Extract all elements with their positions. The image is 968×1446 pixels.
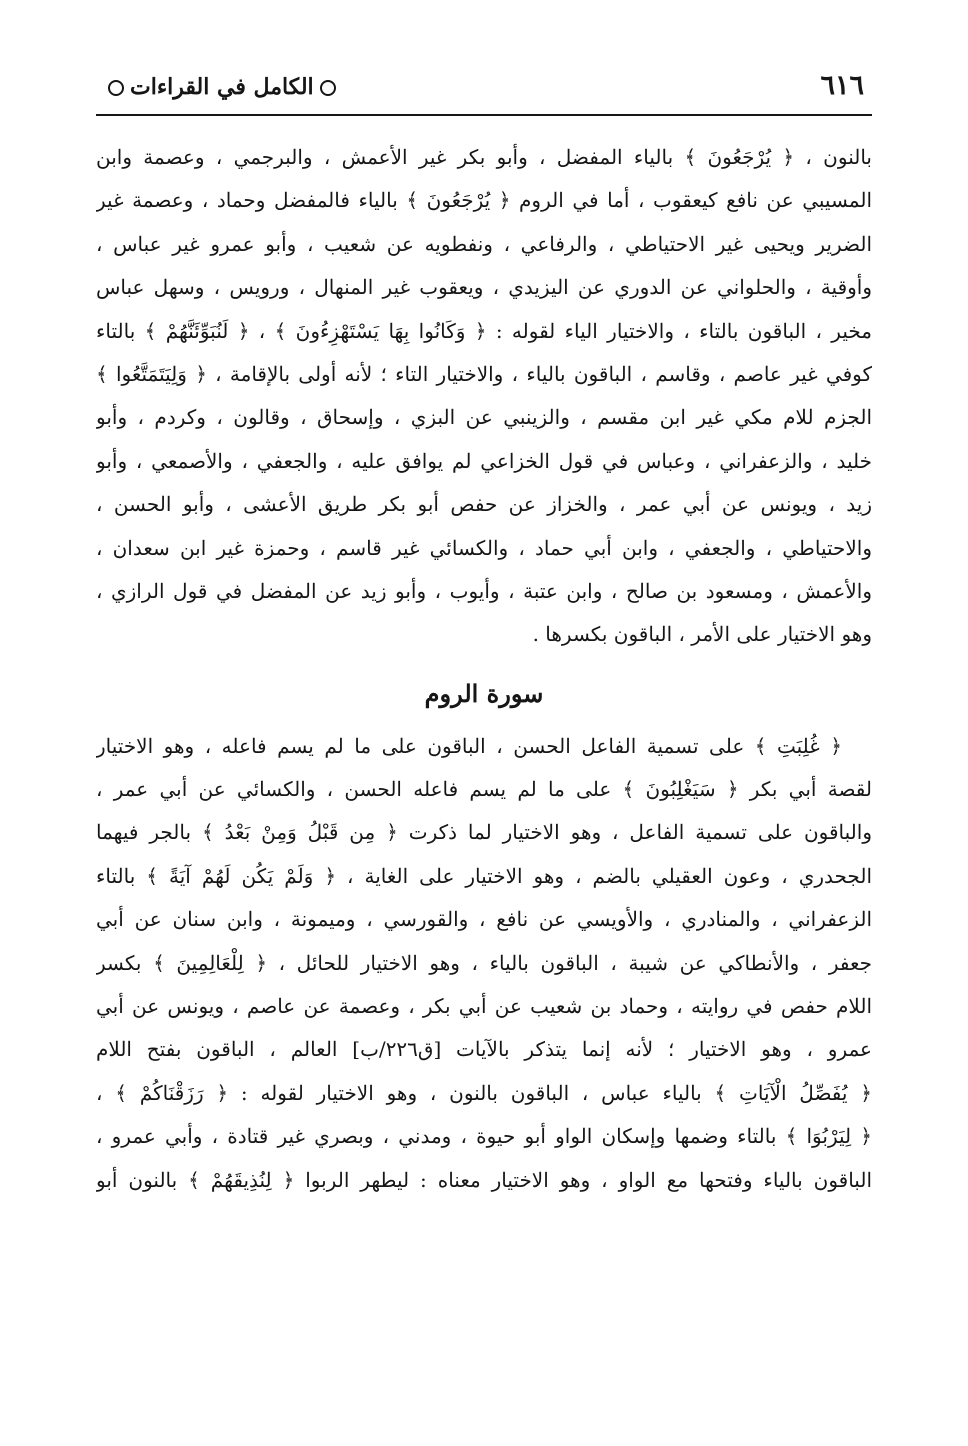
running-title-text: الكامل في القراءات <box>130 74 314 100</box>
circle-ornament-icon <box>320 80 336 96</box>
text-line: الجزم للام مكي غير ابن مقسم ، والزينبي عن البزي ، وإسحاق ، وقالون ، وكردم ، وأبو <box>96 405 872 430</box>
text-line: الزعفراني ، والمنادري ، والأويسي عن نافع ، والقورسي ، وميمونة ، وابن سنان عن أبي <box>96 907 872 932</box>
text-line: وهو الاختيار على الأمر ، الباقون بكسرها . <box>532 622 872 647</box>
text-line: المسيبي عن نافع كيعقوب ، أما في الروم ﴿ يُرْجَعُونَ ﴾ بالياء فالمفضل وحماد ، وعصمة غير <box>96 188 872 213</box>
text-line: اللام حفص في روايته ، وحماد بن شعيب عن أبي بكر ، وعصمة عن عاصم ، ويونس عن أبي <box>96 994 872 1019</box>
text-line: وأوقية ، والحلواني عن الدوري عن اليزيدي ، ويعقوب غير المنهال ، ورويس ، وسهل عباس <box>96 275 872 300</box>
text-line: ﴿ لِيَرْبُوَا ﴾ بالتاء وضمها وإسكان الواو أبو حيوة ، ومدني ، وبصري غير قتادة ، وأبي عمرو ، <box>96 1124 872 1149</box>
text-line: والأعمش ، ومسعود بن صالح ، وابن عتبة ، وأيوب ، وأبو زيد عن المفضل في قول الرازي ، <box>96 578 872 603</box>
text-line: زيد ، ويونس عن أبي عمر ، والخزاز عن حفص أبو بكر طريق الأعشى ، وأبو الحسن ، <box>96 492 872 517</box>
text-line: مخير ، الباقون بالتاء ، والاختيار الياء لقوله : ﴿ وَكَانُوا بِهَا يَسْتَهْزِءُونَ ﴾ ، ﴿ لَنُبَوِّئَنَّهُمْ ﴾ بالتاء <box>96 318 872 343</box>
text-line: خليد ، والزعفراني ، وعباس في قول الخزاعي لم يوافق عليه ، والجعفي ، والأصمعي ، وأبو <box>96 448 872 473</box>
text-line: الجحدري ، وعون العقيلي بالضم ، وهو الاختيار على الغاية ، ﴿ وَلَمْ يَكُن لَهُمْ آيَةً ﴾ بالتاء <box>96 863 872 888</box>
text-line: الضرير ويحيى غير الاحتياطي ، والرفاعي ، ونفطويه عن شعيب ، وأبو عمرو غير عباس ، <box>96 231 872 256</box>
running-title <box>102 74 342 100</box>
page-header <box>96 62 872 114</box>
page-number: ٦١٦ <box>820 70 864 101</box>
text-line: جعفر ، والأنطاكي عن شيبة ، الباقون بالياء ، وهو الاختيار للحائل ، ﴿ لِلْعَالِمِينَ ﴾ بكسر <box>96 950 872 975</box>
circle-ornament-icon <box>108 80 124 96</box>
text-line: والاحتياطي ، والجعفي ، وابن أبي حماد ، والكسائي غير قاسم ، وحمزة غير ابن سعدان ، <box>96 535 872 560</box>
text-line: الباقون بالياء وفتحها مع الواو ، وهو الاختيار معناه : ليطهر الربوا ﴿ لِنُذِيقَهُمْ ﴾ بالنون أبو <box>96 1167 872 1192</box>
text-line: عمرو ، وهو الاختيار ؛ لأنه إنما يتذكر بالآيات [ق٢٢٦/ب] العالم ، الباقون بفتح اللام <box>96 1037 872 1062</box>
body-text <box>96 136 872 1202</box>
header-rule <box>96 114 872 116</box>
text-line: كوفي غير عاصم ، وقاسم ، الباقون بالياء ، والاختيار التاء ؛ لأنه أولى بالإقامة ، ﴿ وَلِيَتَمَتَّعُوا ﴾ <box>96 361 872 386</box>
text-line: لقصة أبي بكر ﴿ سَيَغْلِبُونَ ﴾ على ما لم يسم فاعله الحسن ، والكسائي عن أبي عمر ، <box>96 777 872 802</box>
section-title: سورة الروم <box>424 678 544 708</box>
text-line: ﴿ غُلِبَتِ ﴾ على تسمية الفاعل الحسن ، الباقون على ما لم يسم فاعله ، وهو الاختيار <box>96 733 842 758</box>
text-line: ﴿ يُفَصِّلُ الْآيَاتِ ﴾ بالياء عباس ، الباقون بالنون ، وهو الاختيار لقوله : ﴿ رَزَقْنَاكُمْ ﴾ ، <box>96 1080 872 1105</box>
text-line: والباقون على تسمية الفاعل ، وهو الاختيار لما ذكرت ﴿ مِن قَبْلُ وَمِنْ بَعْدُ ﴾ بالجر فيهما <box>96 820 872 845</box>
text-line: بالنون ، ﴿ يُرْجَعُونَ ﴾ بالياء المفضل ، وأبو بكر غير الأعمش ، والبرجمي ، وعصمة وابن <box>96 145 872 169</box>
